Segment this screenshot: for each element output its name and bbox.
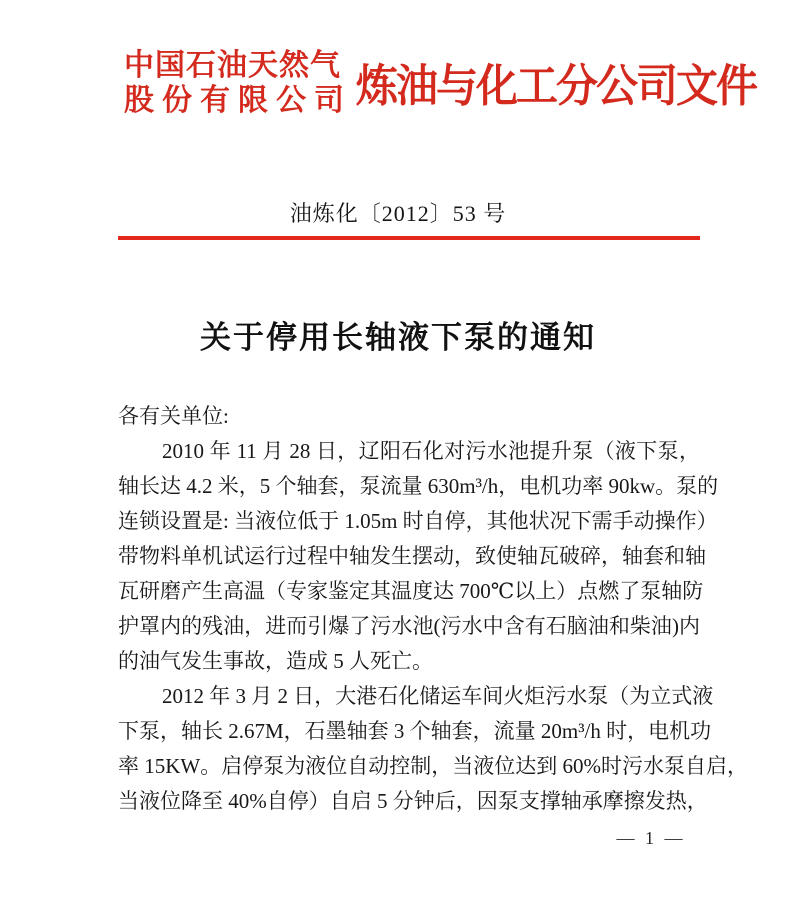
page-number: — 1 — [616, 828, 686, 848]
body-line: 各有关单位: [118, 404, 229, 428]
red-divider-rule [118, 236, 700, 240]
organization-name-line1: 中国石油天然气 [124, 49, 341, 82]
document-number: 油炼化〔2012〕53 号 [289, 201, 507, 226]
body-line: 2010 年 11 月 28 日，辽阳石化对污水池提升泵（液下泵， [162, 439, 700, 463]
document-body [118, 399, 748, 819]
body-line: 带物料单机试运行过程中轴发生摆动，致使轴瓦破碎，轴套和轴 [118, 544, 706, 568]
body-line: 当液位降至 40%自停）自启 5 分钟后，因泵支撑轴承摩擦发热， [118, 789, 708, 813]
body-line: 的油气发生事故，造成 5 人死亡。 [118, 649, 433, 673]
body-line: 下泵，轴长 2.67M，石墨轴套 3 个轴套，流量 20m³/h 时，电机功 [118, 719, 712, 743]
body-line: 2012 年 3 月 2 日，大港石化储运车间火炬污水泵（为立式液 [162, 684, 714, 708]
body-line: 率 15KW。启停泵为液位自动控制，当液位达到 60%时污水泵自启， [118, 754, 748, 778]
letterhead [124, 48, 756, 118]
body-line: 轴长达 4.2 米，5 个轴套，泵流量 630m³/h，电机功率 90kw。泵的 [118, 474, 719, 498]
organization-name [124, 48, 352, 118]
department-document-title: 炼油与化工分公司文件 [356, 62, 757, 112]
document-title: 关于停用长轴液下泵的通知 [200, 320, 596, 355]
body-line: 瓦研磨产生高温（专家鉴定其温度达 700℃以上）点燃了泵轴防 [118, 579, 704, 603]
body-line: 连锁设置是: 当液位低于 1.05m 时自停，其他状况下需手动操作） [118, 509, 718, 533]
organization-name-line2: 股份有限公司 [124, 84, 352, 117]
body-line: 护罩内的残油，进而引爆了污水池(污水中含有石脑油和柴油)内 [118, 614, 700, 638]
